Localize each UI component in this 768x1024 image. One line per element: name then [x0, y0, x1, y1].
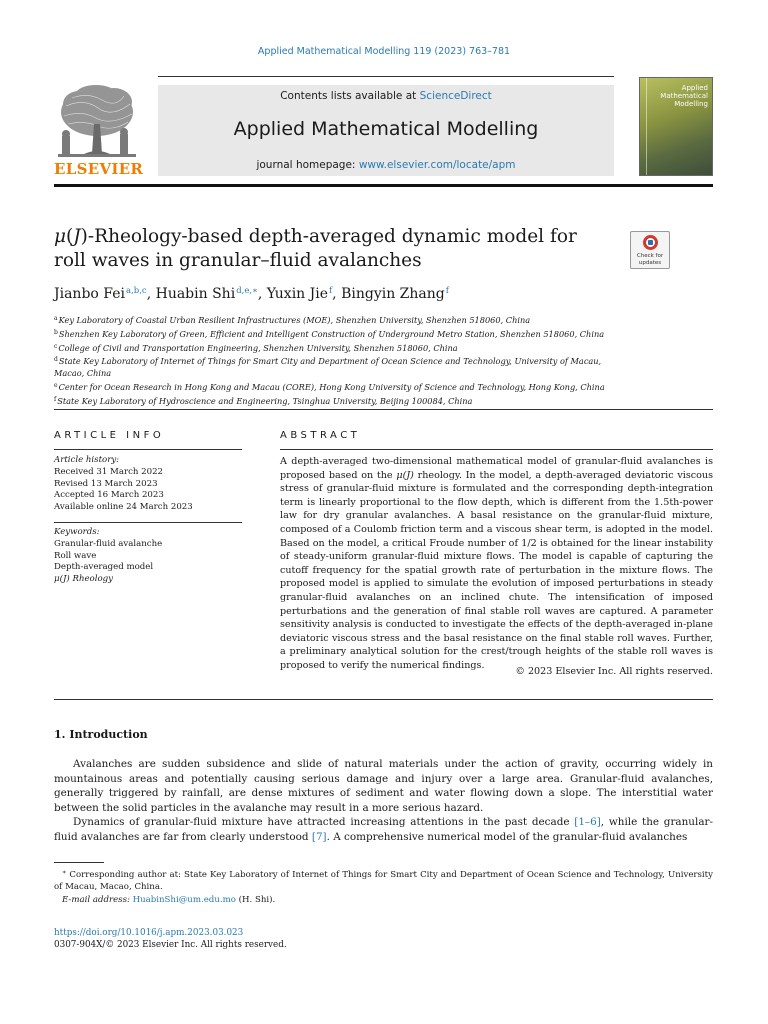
affiliation-key: c: [54, 342, 58, 350]
footnote-marker: ∗: [62, 868, 67, 876]
keyword-item: Granular-fluid avalanche: [54, 538, 163, 549]
issn-copyright: 0307-904X/© 2023 Elsevier Inc. All rights reserved.: [54, 940, 287, 950]
author-separator: ,: [146, 286, 156, 302]
badge-line: Check for: [636, 253, 664, 259]
affiliation-item: [54, 394, 614, 408]
affiliation-text: Key Laboratory of Coastal Urban Resilient Infrastructures (MOE), Shenzhen University, Shenzhen 518060, China: [58, 315, 531, 325]
email-link[interactable]: HuabinShi@um.edu.mo: [132, 895, 236, 905]
author-affiliation-marker[interactable]: f: [329, 286, 333, 296]
title-j: J: [73, 226, 81, 247]
abstract-body: [280, 455, 713, 673]
journal-cover-thumbnail[interactable]: [639, 77, 713, 176]
intro-text: . A comprehensive numerical model of the granular-fluid avalanches: [326, 830, 688, 843]
author-affiliation-marker[interactable]: f: [445, 286, 449, 296]
article-info-rule: [54, 449, 242, 450]
affiliation-key: a: [54, 315, 58, 322]
affiliation-key: d: [54, 356, 58, 364]
cover-title-line: Mathematical: [660, 92, 708, 100]
header-bottom-rule: [54, 184, 713, 187]
article-title: μ(J)-Rheology-based depth-averaged dynamic model for roll waves in granular–fluid avalanches: [54, 226, 577, 271]
contents-prefix: Contents lists available at: [280, 90, 417, 102]
affiliation-item: [54, 380, 614, 394]
introduction-heading: 1. Introduction: [54, 728, 148, 741]
keyword-item: Depth-averaged model: [54, 562, 154, 573]
history-accepted: Accepted 16 March 2023: [54, 490, 164, 501]
history-online: Available online 24 March 2023: [54, 502, 193, 513]
affiliation-text: College of Civil and Transportation Engineering, Shenzhen University, Shenzhen 518060, China: [58, 342, 458, 353]
corresponding-author-note: [54, 866, 713, 893]
intro-paragraph: [54, 815, 713, 844]
affiliation-item: [54, 341, 614, 355]
affiliation-text: State Key Laboratory of Hydroscience and Engineering, Tsinghua University, Beijing 100084, China: [57, 395, 473, 406]
abstract-text: A depth-averaged two-dimensional mathematical model of granular-fluid avalanches is proposed based on the: [280, 456, 713, 481]
affiliation-item: [54, 313, 614, 327]
affiliation-text: Shenzhen Key Laboratory of Green, Efficient and Intelligent Construction of Underground Metro Station, Shenzhen 518060, China: [58, 328, 605, 339]
author-affiliation-marker[interactable]: d,e,∗: [236, 286, 258, 296]
cover-title: [642, 84, 708, 108]
footnote-text: Corresponding author at: State Key Laboratory of Internet of Things for Smart City and Department of Ocean Science and Technology, University of Macau, Macao, China.: [54, 870, 713, 892]
author[interactable]: Huabin Shi: [155, 286, 236, 302]
title-text: -Rheology-based depth-averaged dynamic model for roll waves in granular–fluid avalanches: [54, 226, 577, 271]
badge-line: updates: [638, 259, 662, 266]
affiliation-item: [54, 327, 614, 341]
footnote-rule: [54, 862, 104, 863]
email-label: E-mail address:: [62, 895, 130, 905]
history-received: Received 31 March 2022: [54, 466, 164, 477]
reference-link[interactable]: [7]: [311, 830, 327, 843]
cover-title-line: Applied: [681, 84, 708, 92]
affiliation-key: e: [54, 381, 58, 389]
keywords-heading: Keywords:: [54, 527, 100, 537]
affiliation-item: [54, 354, 614, 380]
journal-title: Applied Mathematical Modelling: [233, 118, 539, 140]
history-heading: Article history:: [54, 455, 120, 465]
journal-masthead: [158, 85, 614, 176]
article-info-heading: ARTICLE INFO: [54, 430, 165, 441]
doi-link[interactable]: https://doi.org/10.1016/j.apm.2023.03.023: [54, 928, 244, 938]
header-top-rule: [158, 76, 614, 77]
author[interactable]: Jianbo Fei: [54, 286, 126, 302]
sciencedirect-link[interactable]: ScienceDirect: [419, 90, 492, 102]
contents-line: [158, 90, 614, 102]
email-note: [54, 894, 713, 906]
section-rule: [54, 699, 713, 700]
author-list: [54, 286, 694, 302]
title-mu: μ: [54, 226, 67, 247]
affiliation-text: State Key Laboratory of Internet of Things for Smart City and Department of Ocean Science and Technology, University of Macau, Macao, China: [54, 356, 602, 379]
affiliation-list: [54, 313, 614, 408]
badge-label: [631, 253, 669, 266]
affiliation-text: Center for Ocean Research in Hong Kong and Macau (CORE), Hong Kong University of Science and Technology, Hong Kong, China: [58, 381, 605, 392]
author[interactable]: Yuxin Jie: [266, 286, 329, 302]
affiliation-key: f: [54, 395, 57, 403]
intro-text: Dynamics of granular-fluid mixture have attracted increasing attentions in the past decade: [73, 816, 575, 829]
author-affiliation-marker[interactable]: a,b,c: [126, 286, 147, 296]
reference-link[interactable]: [1–6]: [574, 816, 601, 829]
journal-homepage: [158, 159, 614, 171]
section-rule: [54, 409, 713, 410]
check-for-updates-badge[interactable]: [630, 231, 670, 269]
affiliation-key: b: [54, 328, 58, 336]
email-suffix: (H. Shi).: [235, 895, 276, 905]
intro-text: , while the granular-fluid avalanches are far from clearly understood: [54, 816, 713, 843]
abstract-rheology-term: μ(J): [396, 469, 414, 481]
author[interactable]: Bingyin Zhang: [341, 286, 445, 302]
homepage-link[interactable]: www.elsevier.com/locate/apm: [358, 159, 516, 171]
cover-title-line: Modelling: [674, 100, 708, 108]
author-separator: ,: [332, 286, 342, 302]
check-updates-icon: [643, 235, 658, 250]
author-separator: ,: [257, 286, 267, 302]
keywords: [54, 527, 242, 586]
introduction-body: [54, 757, 713, 845]
publisher-wordmark: ELSEVIER: [54, 160, 144, 178]
keyword-item: μ(J) Rheology: [54, 574, 114, 585]
abstract-text: rheology. In the model, a depth-averaged deviatoric viscous stress of granular-fluid mixture is formulated and the corresponding depth-integration term is linearly proportional to the flow depth, which is different from the 1.5th-power law for dry granular avalanches. A basal resistance on the granular-fluid mixture, composed of a Coulomb friction term and a viscous shear term, is adopted in the model. Based on the model, a critical Froude number of 1/2 is obtained for the linear instability of steady-uniform granular-fluid mixture flows. The model is capable of capturing the cutoff frequency for the spatial growth rate of perturbation in the mixture flows. The proposed model is applied to simulate the evolution of imposed perturbations in steady granular-fluid avalanches on an inclined chute. The intensification of imposed perturbations and the generation of final stable roll waves are captured. A parameter sensitivity analysis is conducted to investigate the effects of the depth-averaged in-plane deviatoric viscous stress and the basal resistance on the final stable roll waves. Further, a preliminary analytical solution for the crest/trough heights of the stable roll waves is proposed to verify the numerical findings.: [280, 469, 713, 671]
homepage-prefix: journal homepage:: [256, 159, 356, 171]
history-revised: Revised 13 March 2023: [54, 478, 158, 489]
intro-paragraph: Avalanches are sudden subsidence and slide of natural materials under the action of gravity, occurring widely in mountainous areas and potentially causing serious damage and injury over a large area. Granular-fluid avalanches, generally triggered by rainfall, are dense mixtures of sediment and water flowing down a slope. The interstitial water between the solid particles in the avalanche may result in a more serious hazard.: [54, 758, 713, 814]
abstract-copyright: © 2023 Elsevier Inc. All rights reserved.: [515, 666, 713, 677]
keywords-rule: [54, 522, 242, 523]
footnotes: [54, 866, 713, 906]
keyword-item: Roll wave: [54, 550, 97, 561]
article-history: [54, 455, 242, 514]
abstract-rule: [280, 449, 713, 450]
journal-citation[interactable]: Applied Mathematical Modelling 119 (2023) 763–781: [257, 46, 511, 57]
abstract-heading: ABSTRACT: [280, 430, 361, 441]
